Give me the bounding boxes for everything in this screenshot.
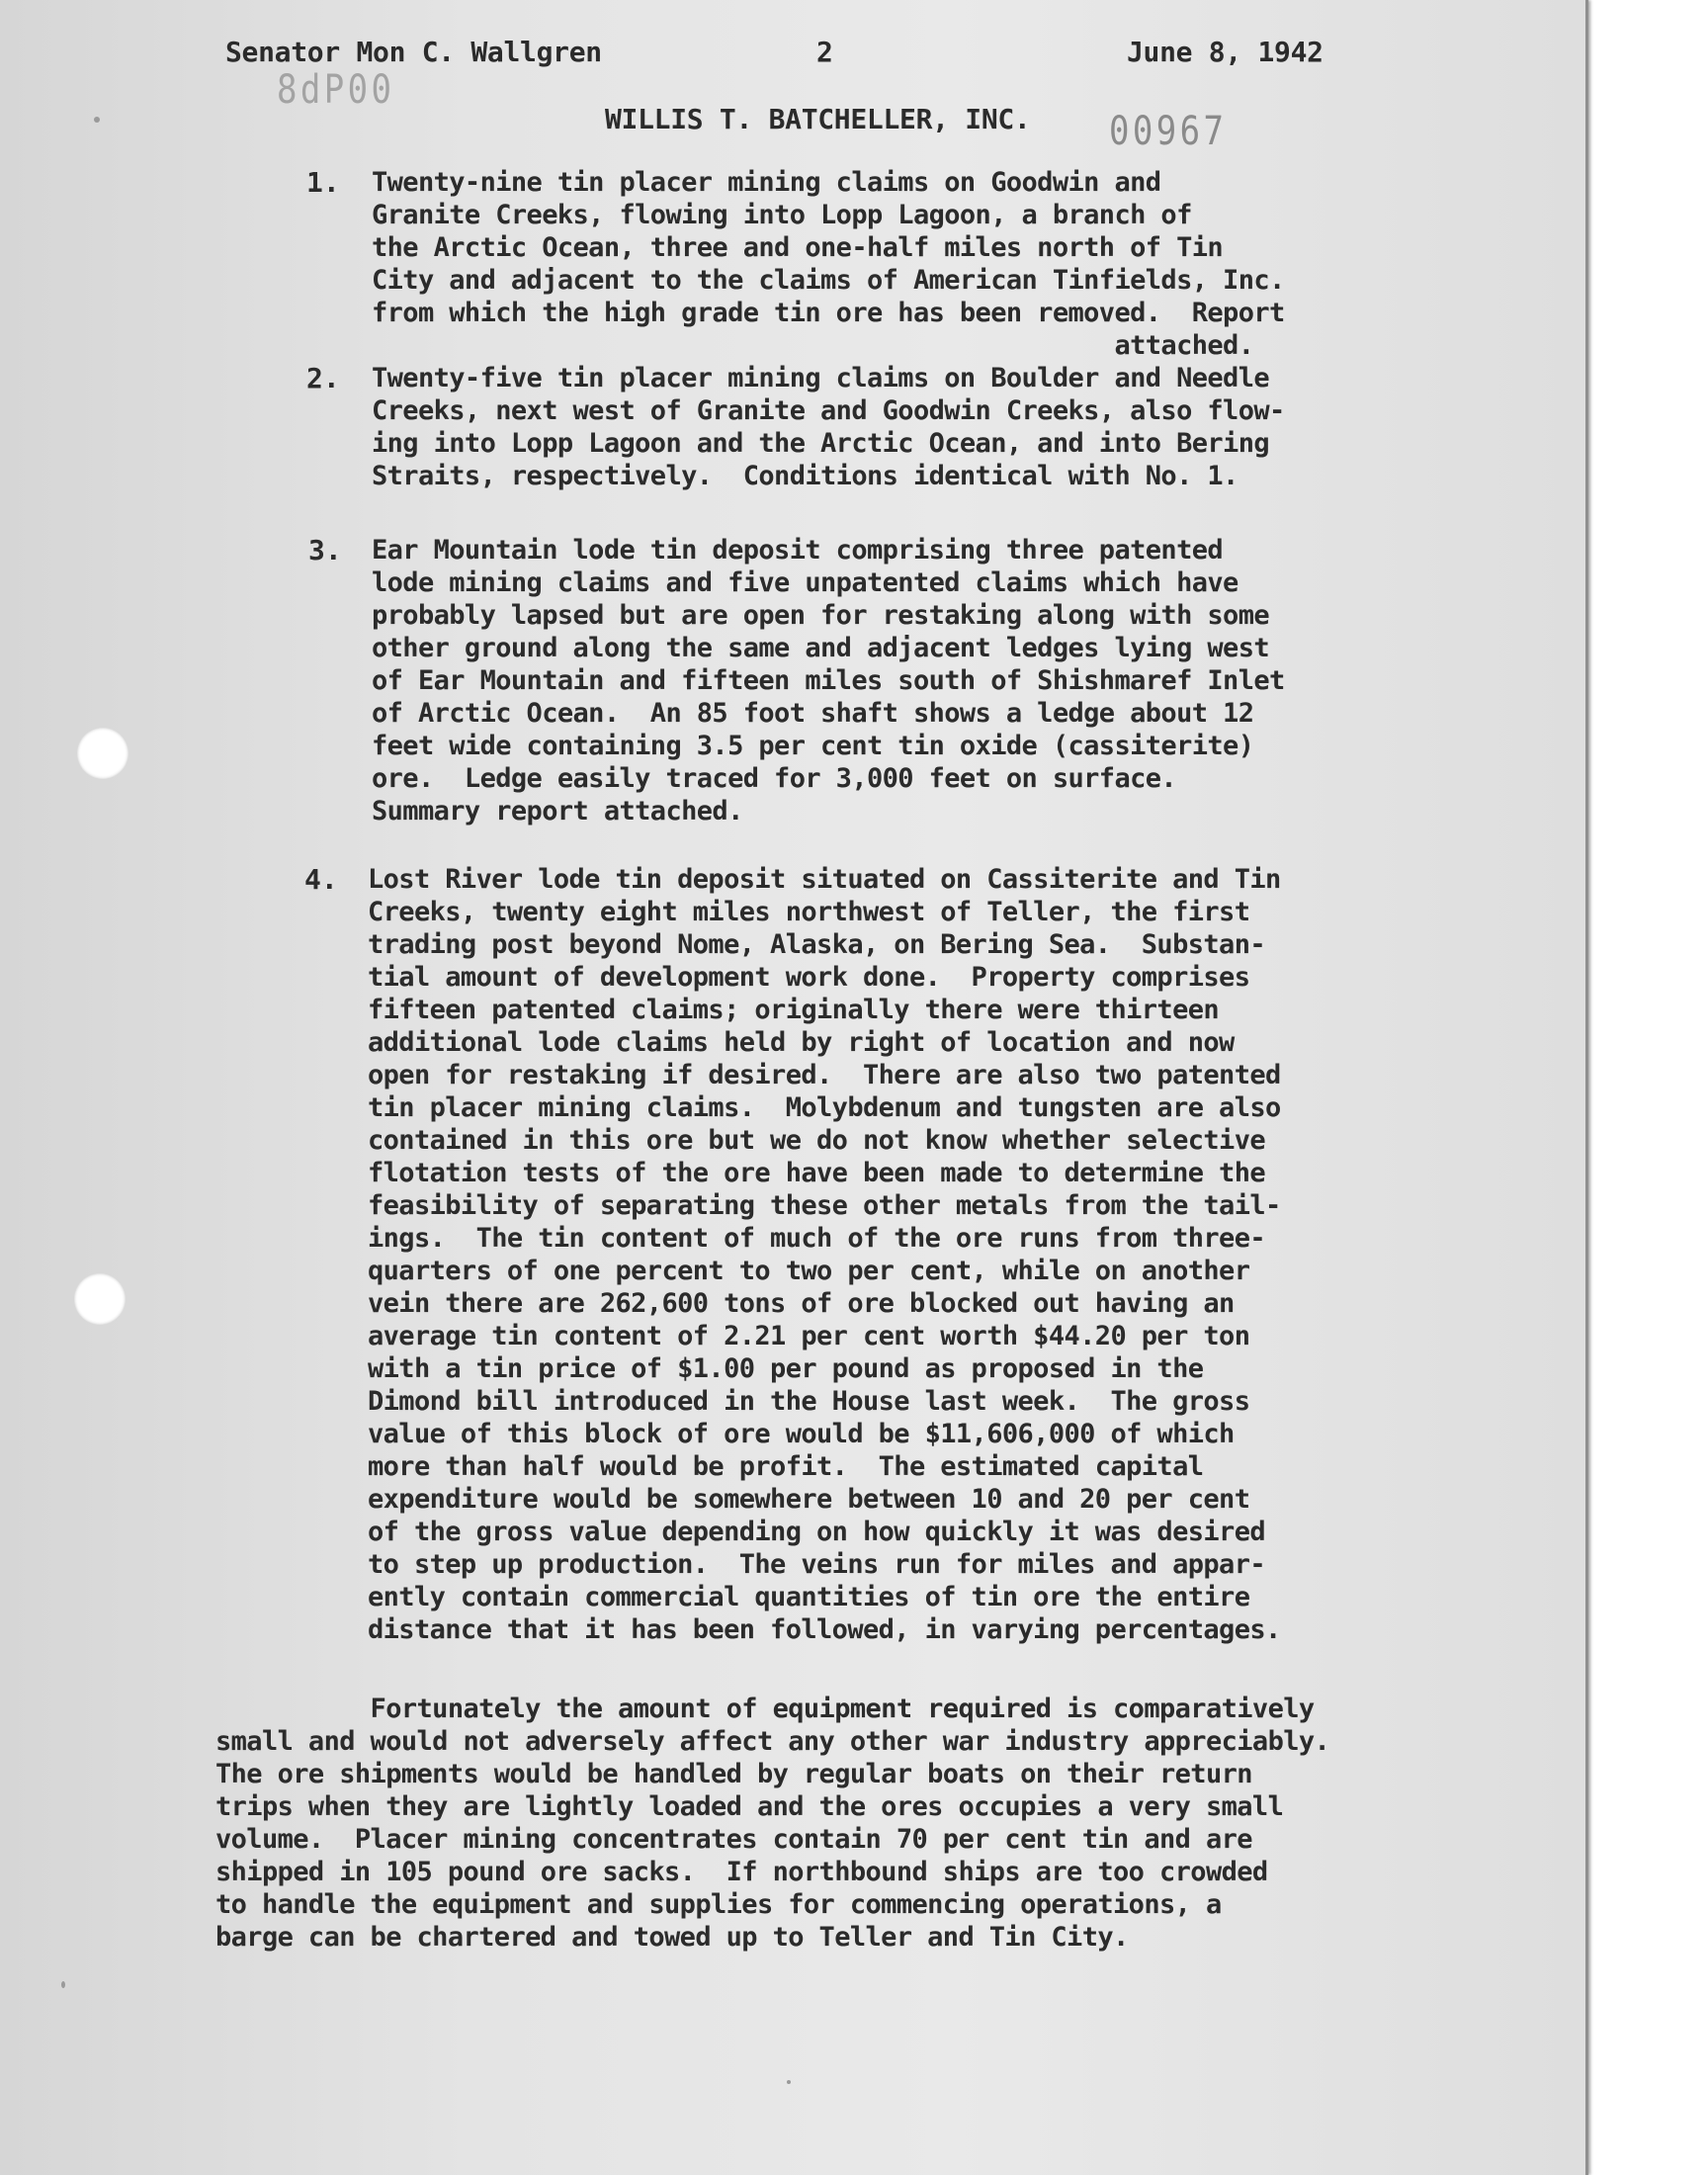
paper-speck [787,2080,791,2084]
archive-stamp-left: 8dP00 [277,67,395,113]
closing-paragraph: Fortunately the amount of equipment required is comparatively small and would not adversely affect any other war industry appreciably. The ore shipments would be handled by regular boats on their return trips when they are lightly loaded and the ores occupies a very small volume. Placer mining concentrates contain 70 per cent tin and are shipped in 105 pound ore sacks. If northbound ships are too crowded to handle the equipment and supplies for commencing operations, a barge can be chartered and towed up to Teller and Tin City. [215,1694,1330,1953]
paper-speck [61,1981,65,1988]
letter-date: June 8, 1942 [1127,36,1324,68]
item-number: 2. [306,362,340,394]
page-number: 2 [816,36,833,68]
archive-stamp-right: 00967 [1109,109,1228,154]
item-number: 4. [304,863,338,896]
item-number: 3. [308,534,342,566]
item-text: Lost River lode tin deposit situated on Cassiterite and Tin Creeks, twenty eight miles northwest of Teller, the first trading post beyond Nome, Alaska, on Bering Sea. Substan- tial amount of development work done. Property comprises fifteen patented claims; originally there were thirteen additional lode claims held by right of location and now open for restaking if desired. There are also two patented tin placer mining claims. Molybdenum and tungsten are also contained in this ore but we do not know whether selective flotation tests of the ore have been made to determine the feasibility of separating these other metals from the tail- ings. The tin content of much of the ore runs from three- quarters of one percent to two per cent, while on another vein there are 262,600 tons of ore blocked out having an average tin content of 2.21 per cent worth $44.20 per ton with a tin price of $1.00 per pound as proposed in the Dimond bill introduced in the House last week. The gross value of this block of ore would be $11,606,000 of which more than half would be profit. The estimated capital expenditure would be somewhere between 10 and 20 per cent of the gross value depending on how quickly it was desired to step up production. The veins run for miles and appar- ently contain commercial quantities of tin ore the entire distance that it has been followed, in varying percentages. [368,864,1281,1645]
punch-hole [77,728,128,779]
addressee-header: Senator Mon C. Wallgren [225,36,602,68]
item-number: 1. [306,166,340,199]
company-name: WILLIS T. BATCHELLER, INC. [605,103,1031,135]
item-text: Twenty-five tin placer mining claims on Boulder and Needle Creeks, next west of Granite and Goodwin Creeks, also flow- ing into Lopp Lagoon and the Arctic Ocean, and into Bering Straits, respectively. Conditions identical with No. 1. [372,363,1285,491]
paper-speck [94,117,100,123]
item-text: Ear Mountain lode tin deposit comprising three patented lode mining claims and five unpatented claims which have probably lapsed but are open for restaking along with some other ground along the same and adjacent ledges lying west of Ear Mountain and fifteen miles south of Shishmaref Inlet of Arctic Ocean. An 85 foot shaft shows a ledge about 12 feet wide containing 3.5 per cent tin oxide (cassiterite) ore. Ledge easily traced for 3,000 feet on surface. Summary report attached. [372,535,1285,826]
punch-hole [74,1273,126,1325]
item-text: Twenty-nine tin placer mining claims on Goodwin and Granite Creeks, flowing into Lopp Lagoon, a branch of the Arctic Ocean, three and one-half miles north of Tin City and adjacent to the claims of American Tinfields, Inc. from which the high grade tin ore has been removed. Report attached. [372,167,1285,361]
